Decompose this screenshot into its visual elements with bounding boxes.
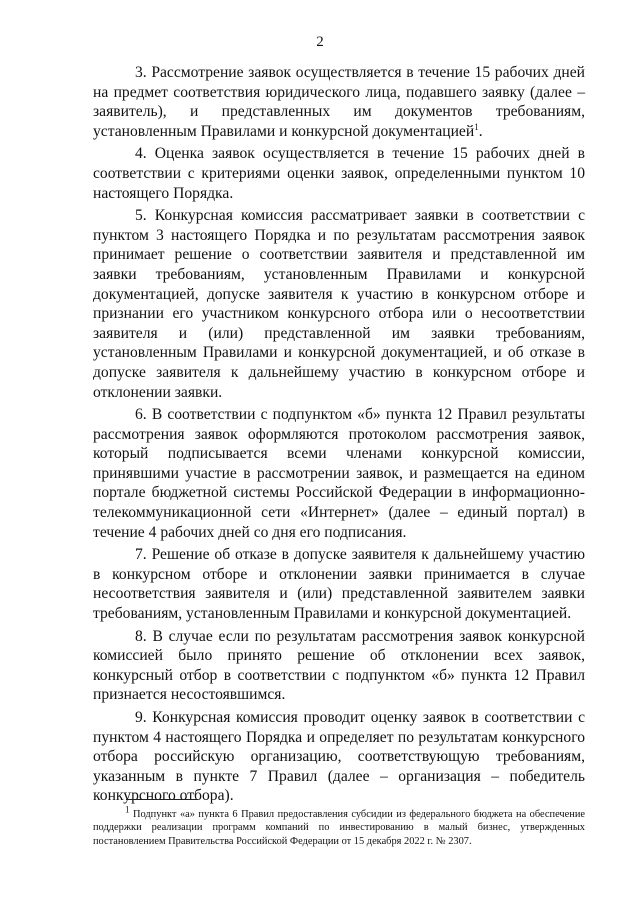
- paragraph-5: 5. Конкурсная комиссия рассматривает заявки в соответствии с пунктом 3 настоящего Порядка и по результатам рассмотрения заявок принимает решение о соответствии заявителя и представленной им заявки требованиям, установленным Правилами и конкурсной документацией, допуске заявителя к участию в конкурсном отборе и признании его участником конкурсного отбора или о несоответствии заявителя и (или) представленной им заявки требованиям, установленным Правилами и конкурсной документацией, и об отказе в допуске заявителя к дальнейшему участию в конкурсном отборе и отклонении заявки.: [93, 207, 585, 401]
- footnote-separator: [126, 799, 198, 800]
- paragraph-9: 9. Конкурсная комиссия проводит оценку заявок в соответствии с пунктом 4 настоящего Порядка и определяет по результатам конкурсного отбора российскую организацию, соответствующую требованиям, указанным в пункте 7 Правил (далее – организация – победитель конкурсного отбора).: [93, 709, 585, 805]
- document-body: [93, 63, 585, 806]
- paragraph-tail: .: [478, 122, 483, 140]
- paragraph-3: [93, 63, 585, 141]
- paragraph-7: 7. Решение об отказе в допуске заявителя к дальнейшему участию в конкурсном отборе и отклонении заявки принимается в случае несоответствия заявителя и (или) представленной заявителем заявки требованиям, установленным Правилами и конкурсной документацией.: [93, 546, 585, 623]
- footnote-ref: 1: [474, 121, 479, 132]
- footnote: [93, 804, 585, 848]
- page-number: 2: [316, 34, 324, 50]
- paragraph-text: 3. Рассмотрение заявок осуществляется в течение 15 рабочих дней на предмет соответствия юридического лица, подавшего заявку (далее – заявитель), и представленных им документов требованиям, установленным Правилами и конкурсной документацией: [93, 64, 585, 140]
- paragraph-6: 6. В соответствии с подпунктом «б» пункта 12 Правил результаты рассмотрения заявок оформляются протоколом рассмотрения заявок, который подписывается всеми членами конкурсной комиссии, принявшими участие в рассмотрении заявок, и размещается на едином портале бюджетной системы Российской Федерации в информационно-телекоммуникационной сети «Интернет» (далее – единый портал) в течение 4 рабочих дней со дня его подписания.: [93, 406, 585, 541]
- footnote-marker: 1: [125, 804, 130, 815]
- footnote-text: Подпункт «а» пункта 6 Правил предоставления субсидии из федерального бюджета на обеспечение поддержки реализации программ компаний по инвестированию в малый бизнес, утвержденных постановлением Правительства Российской Федерации от 15 декабря 2022 г. № 2307.: [93, 809, 585, 847]
- paragraph-4: 4. Оценка заявок осуществляется в течение 15 рабочих дней в соответствии с критериями оценки заявок, определенными пунктом 10 настоящего Порядка.: [93, 145, 585, 202]
- paragraph-8: 8. В случае если по результатам рассмотрения заявок конкурсной комиссией было принято решение об отклонении всех заявок, конкурсный отбор в соответствии с подпунктом «б» пункта 12 Правил признается несостоявшимся.: [93, 627, 585, 704]
